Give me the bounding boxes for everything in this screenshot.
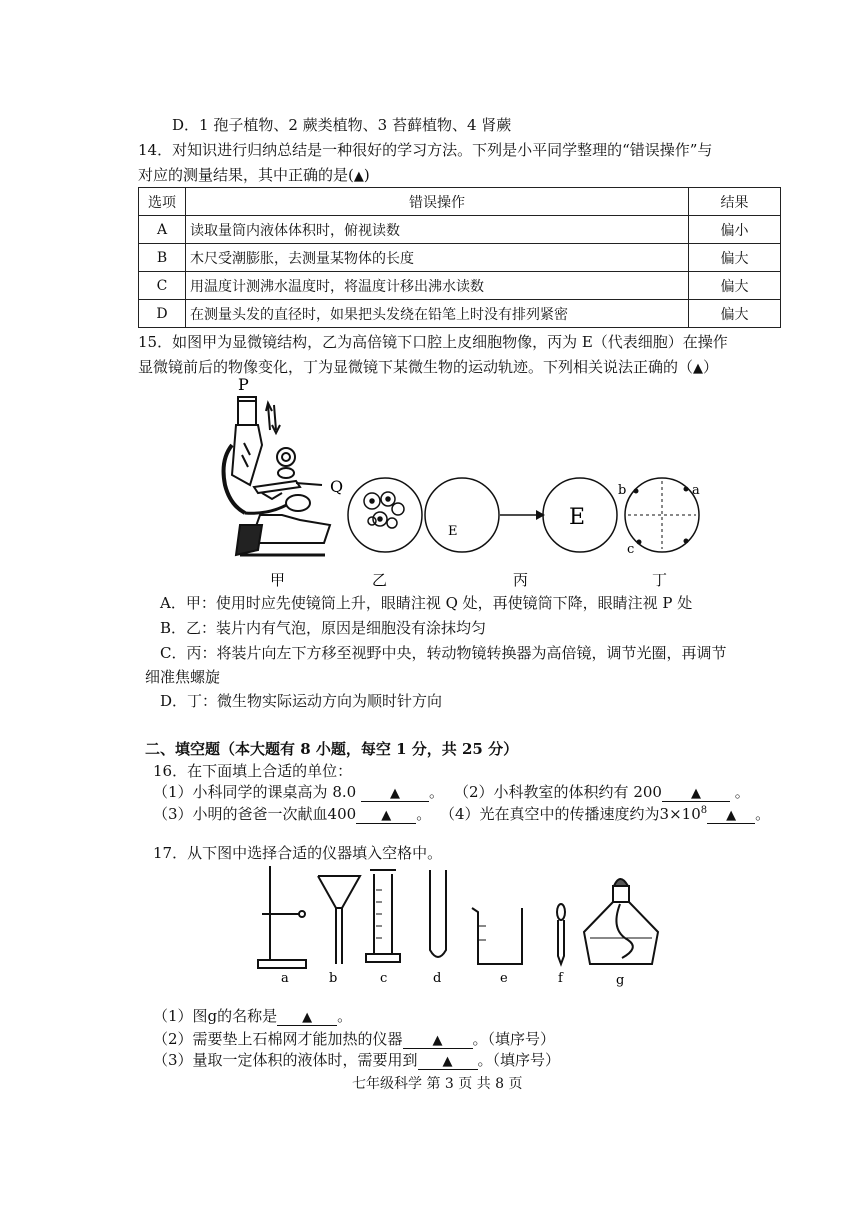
answer-blank[interactable]	[418, 1051, 478, 1070]
table-cell: 偏大	[689, 272, 781, 300]
caption-ding: 丁	[652, 571, 668, 589]
q17-part3: （3）量取一定体积的液体时，需要用到 ▲ 。（填序号）	[153, 1051, 561, 1069]
answer-mark-icon: ▲	[353, 169, 364, 184]
label-p: P	[238, 375, 249, 394]
answer-mark-icon: ▲	[726, 808, 737, 823]
label-c: c	[380, 971, 388, 986]
answer-mark-icon: ▲	[432, 1033, 443, 1048]
section-title: 二、填空题（本大题有 8 小题，每空 1 分，共 25 分）	[145, 740, 519, 758]
cheek-cells-view	[348, 478, 422, 552]
test-tube-illustration	[430, 870, 446, 957]
table-cell: 偏大	[689, 300, 781, 328]
dropper-illustration	[557, 904, 565, 964]
table-cell: 在测量头发的直径时，如果把头发绕在铅笔上时没有排列紧密	[186, 300, 689, 328]
q16-part1: （1）小科同学的课桌高为 8.0 ▲ 。	[153, 783, 444, 801]
label-g: g	[616, 973, 625, 988]
motion-track-view	[625, 478, 699, 552]
q15-stem-line1: 15．如图甲为显微镜结构，乙为高倍镜下口腔上皮细胞物像，丙为 E（代表细胞）在操作	[138, 333, 728, 351]
caption-yi: 乙	[372, 571, 388, 589]
answer-blank[interactable]	[356, 805, 416, 824]
q15-option-c-line1: C．丙：将装片向左下方移至视野中央，转动物镜转换器为高倍镜，调节光圈，再调节	[160, 644, 727, 662]
table-cell: C	[139, 272, 186, 300]
table-cell: B	[139, 244, 186, 272]
iron-stand-illustration	[258, 866, 306, 968]
label-c: c	[627, 542, 635, 557]
page-footer: 七年级科学 第 3 页 共 8 页	[352, 1076, 523, 1092]
label-q: Q	[330, 477, 344, 496]
q13-option-d: D．1 孢子植物、2 蕨类植物、3 苔藓植物、4 肾蕨	[172, 116, 512, 134]
q14-stem-line2: 对应的测量结果，其中正确的是(▲)	[138, 166, 370, 184]
answer-mark-icon: ▲	[389, 786, 400, 801]
table-header-cell: 选项	[139, 188, 186, 216]
label-a: a	[281, 971, 289, 986]
q16-part3: （3）小明的爸爸一次献血400 ▲ 。	[153, 805, 432, 823]
answer-blank[interactable]	[361, 783, 429, 802]
label-b: b	[618, 483, 627, 498]
beaker-illustration	[472, 908, 522, 964]
q16-stem: 16．在下面填上合适的单位：	[153, 762, 353, 780]
q14-stem-line1: 14．对知识进行归纳总结是一种很好的学习方法。下列是小平同学整理的“错误操作”与	[138, 141, 713, 159]
q17-figure	[0, 860, 868, 995]
answer-mark-icon: ▲	[381, 808, 392, 823]
alcohol-lamp-illustration	[584, 879, 658, 964]
caption-bing: 丙	[513, 571, 529, 589]
table-row	[139, 300, 781, 328]
answer-mark-icon: ▲	[693, 361, 704, 376]
table-cell: 偏大	[689, 244, 781, 272]
label-f: f	[558, 971, 563, 986]
q14-table	[138, 187, 781, 328]
graduated-cylinder-illustration	[366, 870, 400, 962]
answer-mark-icon: ▲	[442, 1054, 453, 1069]
label-d: d	[433, 971, 442, 986]
q16-part4: （4）光在真空中的传播速度约为$3\times 10^8$ ▲ 。	[440, 805, 771, 823]
answer-blank[interactable]	[662, 783, 730, 802]
table-cell: 用温度计测沸水温度时，将温度计移出沸水读数	[186, 272, 689, 300]
answer-mark-icon: ▲	[690, 786, 701, 801]
q15-option-b: B．乙：装片内有气泡，原因是细胞没有涂抹均匀	[160, 619, 487, 637]
q15-stem-line2: 显微镜前后的物像变化，丁为显微镜下某微生物的运动轨迹。下列相关说法正确的（▲）	[138, 358, 719, 376]
label-e-small: E	[448, 524, 458, 539]
table-cell: D	[139, 300, 186, 328]
table-cell: 偏小	[689, 216, 781, 244]
funnel-illustration	[318, 876, 360, 964]
label-a: a	[692, 483, 700, 498]
label-b: b	[329, 971, 338, 986]
q16-part2: （2）小科教室的体积约有 200 ▲ 。	[454, 783, 750, 801]
label-e: e	[500, 971, 508, 986]
view-before-circle	[425, 478, 499, 552]
table-header-cell: 结果	[689, 188, 781, 216]
q17-stem: 17．从下图中选择合适的仪器填入空格中。	[153, 844, 443, 862]
answer-blank[interactable]	[277, 1007, 337, 1026]
q15-option-c-line2: 细准焦螺旋	[145, 668, 221, 686]
answer-blank[interactable]	[403, 1030, 473, 1049]
label-e-big: E	[569, 505, 586, 530]
q15-option-d: D．丁：微生物实际运动方向为顺时针方向	[160, 692, 443, 710]
caption-jia: 甲	[270, 571, 286, 589]
answer-blank[interactable]	[707, 805, 755, 824]
table-cell: A	[139, 216, 186, 244]
q17-part1: （1）图g的名称是 ▲ 。	[153, 1007, 353, 1025]
table-row	[139, 216, 781, 244]
table-header-row	[139, 188, 781, 216]
table-row	[139, 244, 781, 272]
table-row	[139, 272, 781, 300]
answer-mark-icon: ▲	[302, 1010, 313, 1025]
q17-part2: （2）需要垫上石棉网才能加热的仪器 ▲ 。（填序号）	[153, 1030, 556, 1048]
table-header-cell: 错误操作	[186, 188, 689, 216]
q15-option-a: A．甲：使用时应先使镜筒上升，眼睛注视 Q 处，再使镜筒下降，眼睛注视 P 处	[160, 594, 693, 612]
microscope-illustration	[224, 397, 330, 555]
table-cell: 读取量筒内液体体积时，俯视读数	[186, 216, 689, 244]
table-cell: 木尺受潮膨胀，去测量某物体的长度	[186, 244, 689, 272]
q15-figure	[0, 375, 868, 595]
